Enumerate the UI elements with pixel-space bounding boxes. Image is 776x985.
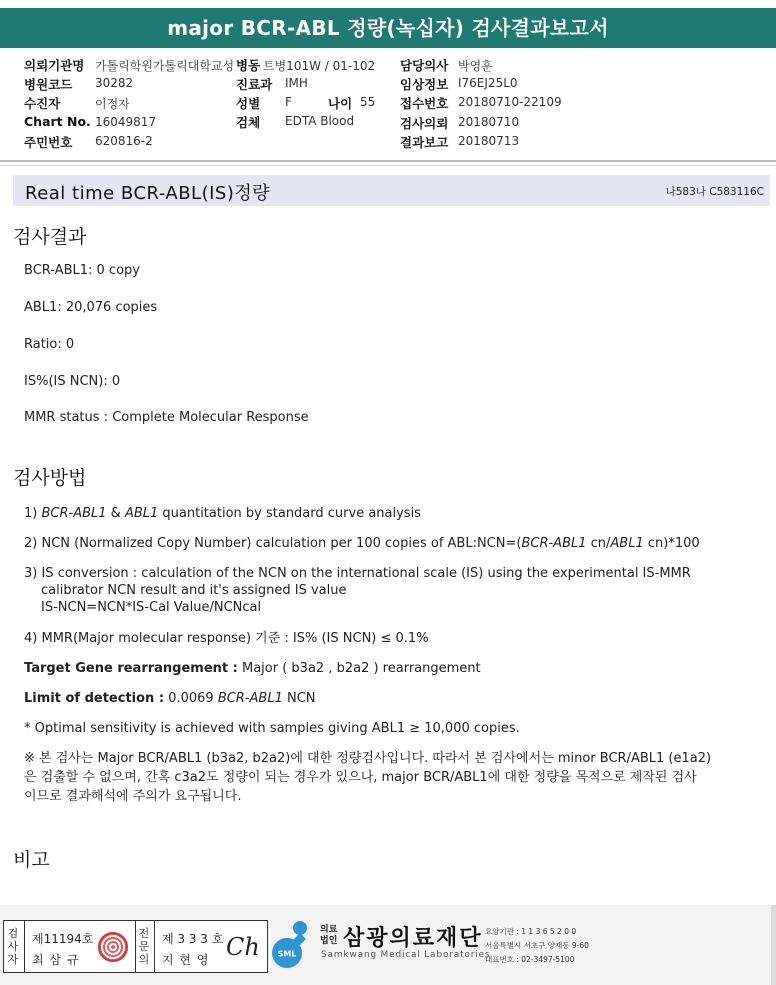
age-value: 55 [360,95,376,109]
code-label: 병원코드 [24,77,73,92]
divider [0,160,776,162]
method-heading: 검사방법 [13,467,87,489]
report-date-value: 20180713 [458,134,520,148]
age-label: 나이 [328,96,353,111]
sml-logo-icon [270,919,320,971]
method-step-3: 3) IS conversion : calculation of the NCN on the international scale (IS) using the experimental IS-MMR [24,566,691,581]
rrn-value: 620816-2 [95,134,153,148]
request-label: 검사의뢰 [400,116,449,131]
dept-value: IMH [285,76,308,90]
result-line: Ratio: 0 [24,337,75,352]
target-gene: Target Gene rearrangement : Major ( b3a2 , b2a2 ) rearrangement [24,661,481,676]
method-step-1: 1) BCR-ABL1 & ABL1 quantitation by standard curve analysis [24,506,421,521]
sex-value: F [285,95,292,109]
specialist-license: 제 3 3 3 호 [162,932,224,946]
hospital-label: 의뢰기관명 [24,58,85,73]
clinical-value: I76EJ25L0 [458,76,518,90]
remarks-heading: 비고 [13,849,50,871]
result-line: BCR-ABL1: 0 copy [24,263,140,278]
result-line: IS%(IS NCN): 0 [24,374,121,389]
specimen-value: EDTA Blood [285,114,355,128]
test-banner [13,175,770,206]
chart-value: 16049817 [95,115,157,129]
patient-info-panel [0,53,776,153]
caution-note-3: 이므로 결과해석에 주의가 요구됩니다. [24,789,242,804]
logo-text: SML [277,949,297,959]
org-address: 서울특별시 서초구 양재동 9-60 [485,941,589,950]
method-step-3-formula: IS-NCN=NCN*IS-Cal Value/NCNcal [41,600,262,615]
examiner-label: 검 사 자 [7,927,19,966]
sensitivity-note: * Optimal sensitivity is achieved with samples giving ABL1 ≥ 10,000 copies. [24,721,520,736]
method-step-2: 2) NCN (Normalized Copy Number) calculation per 100 copies of ABL:NCN=(BCR-ABL1 cn/ABL1 cn)*100 [24,536,700,551]
facility-code: 요양기관 : 1 1 3 6 5 2 0 0 [485,927,577,936]
org-english-name: Samkwang Medical Laboratories [321,950,491,960]
doctor-value: 박영훈 [458,59,493,73]
dept-label: 진료과 [236,77,273,92]
method-step-3-cont: calibrator NCN result and it's assigned IS value [41,583,347,598]
specialist-label: 전 문 의 [138,927,150,966]
divider [154,921,155,972]
signature-box [3,920,268,973]
result-line: ABL1: 20,076 copies [24,300,158,315]
seal-stamp [98,932,128,962]
ward-value: 트병101W / 01-102 [263,59,376,73]
patient-value: 이정자 [95,97,130,111]
scrollbar-track[interactable] [771,905,776,985]
ward-label: 병동 [236,58,261,73]
rrn-label: 주민번호 [24,135,73,150]
patient-label: 수진자 [24,96,61,111]
results-heading: 검사결과 [13,226,87,248]
limit-of-detection: Limit of detection : 0.0069 BCR-ABL1 NCN [24,691,316,706]
method-step-4: 4) MMR(Major molecular response) 기준 : IS% (IS NCN) ≤ 0.1% [24,631,429,646]
caution-note-1: ※ 본 검사는 Major BCR/ABL1 (b3a2, b2a2)에 대한 정량검사입니다. 따라서 본 검사에서는 minor BCR/ABL1 (e1a2) [24,751,712,766]
report-date-label: 결과보고 [400,135,449,150]
specimen-label: 검체 [236,115,261,130]
request-value: 20180710 [458,115,520,129]
sex-label: 성별 [236,96,261,111]
receipt-value: 20180710-22109 [458,95,562,109]
test-title: Real time BCR-ABL(IS)정량 [25,183,271,204]
report-title: major BCR-ABL 정량(녹십자) 검사결과보고서 [0,8,776,48]
divider [0,165,776,166]
result-line: MMR status : Complete Molecular Response [24,410,309,425]
examiner-license: 제11194호 [32,932,94,946]
test-code: 나583나 C583116C [665,186,764,198]
org-type: 의료 법인 [320,925,338,946]
signature: Ch [226,933,260,961]
divider [24,921,25,972]
caution-note-2: 은 검출할 수 없으며, 간혹 c3a2도 정량이 되는 경우가 있으나, major BCR/ABL1에 대한 정량을 목적으로 제작된 검사 [24,770,697,785]
examiner-name: 최 삼 규 [32,953,80,967]
chart-label: Chart No. [24,114,91,129]
org-phone: 대표번호 : 02-3497-5100 [485,955,575,964]
clinical-label: 임상정보 [400,77,449,92]
doctor-label: 담당의사 [400,58,449,73]
divider [135,921,136,972]
receipt-label: 접수번호 [400,96,449,111]
org-name: 삼광의료재단 [343,926,483,951]
hospital-value: 가톨릭학원가톨릭대학교성 [95,59,235,73]
specialist-name: 지 현 영 [162,953,210,967]
code-value: 30282 [95,76,134,90]
